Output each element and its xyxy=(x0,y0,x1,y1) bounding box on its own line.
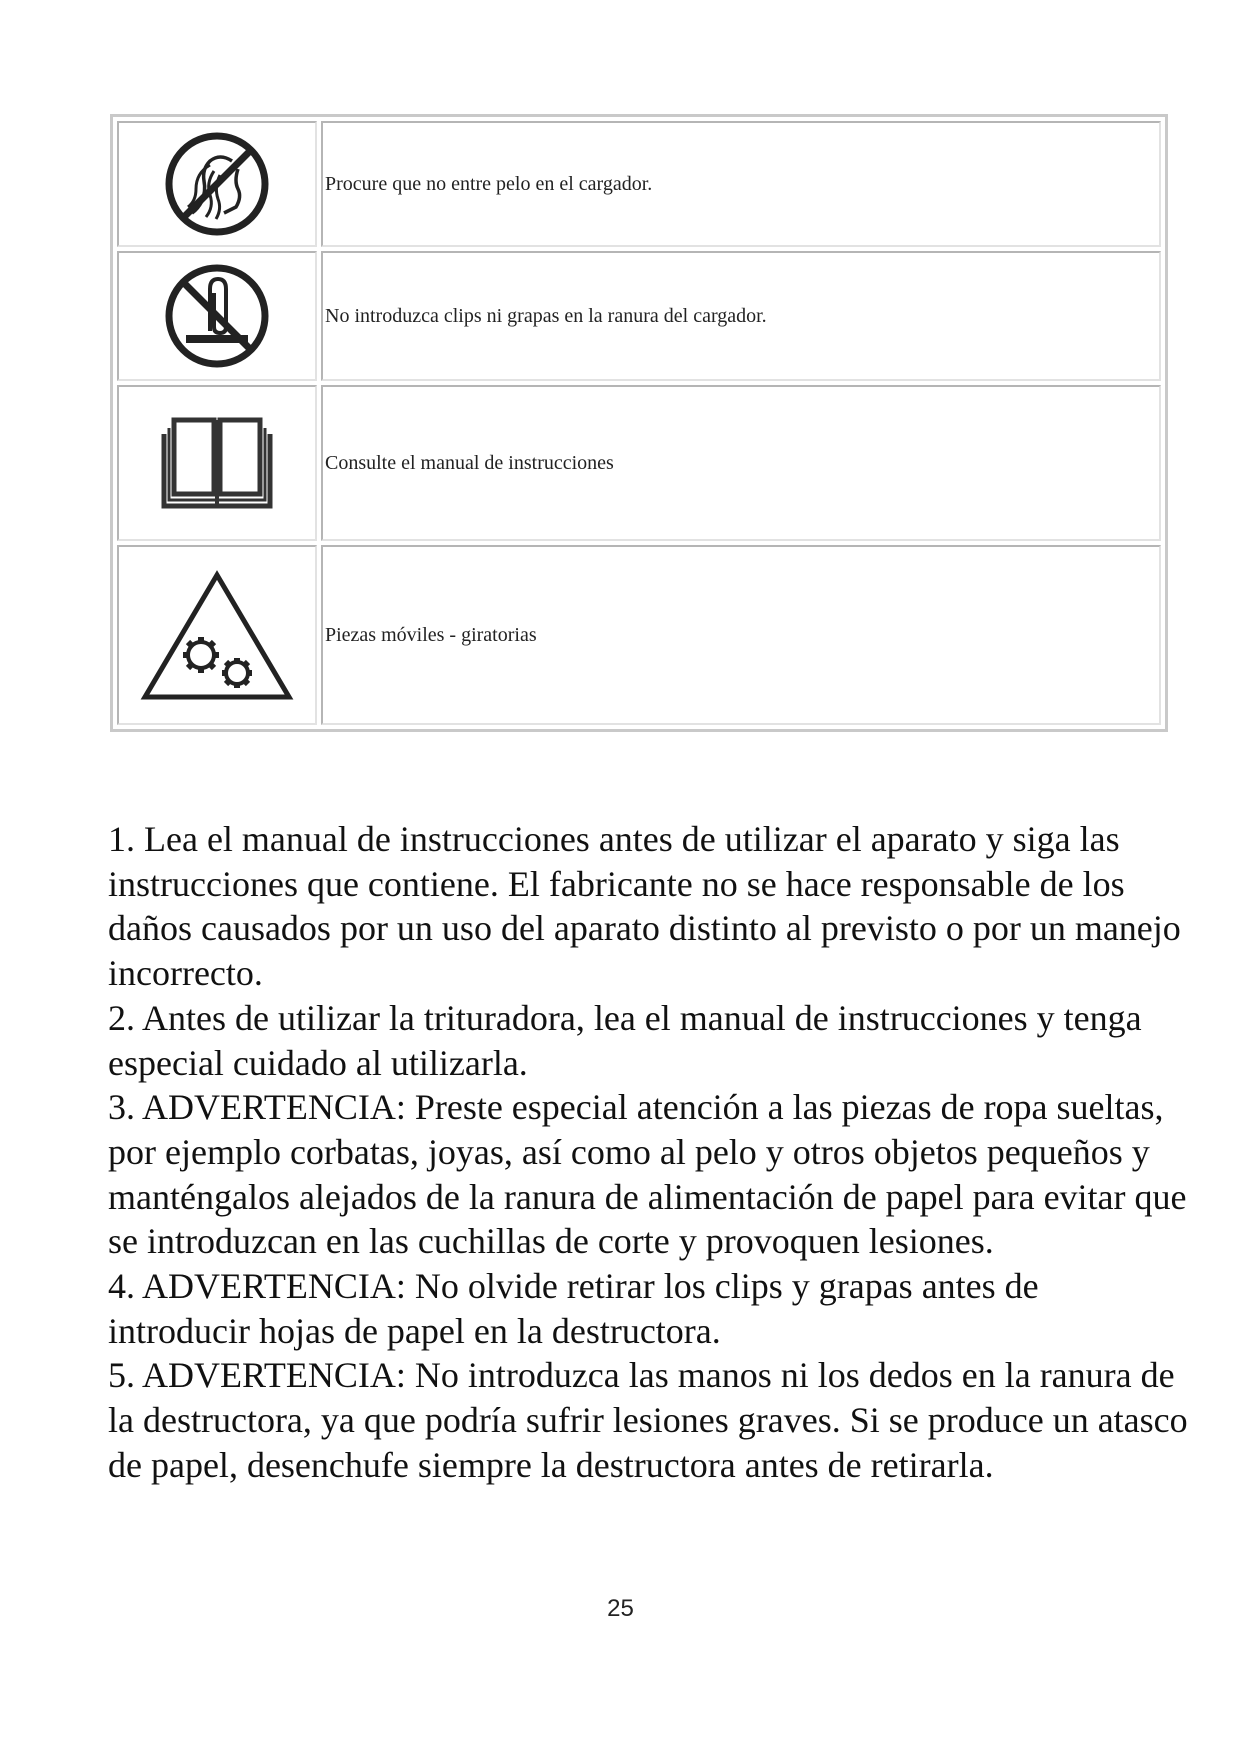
manual-book-icon xyxy=(119,408,315,518)
table-row xyxy=(117,385,1161,541)
icon-cell xyxy=(117,385,317,541)
instruction-item: 2. Antes de utilizar la trituradora, lea el manual de instrucciones y tenga especial cuidado al utilizarla. xyxy=(108,997,1142,1083)
table-row xyxy=(117,121,1161,247)
icon-cell xyxy=(117,545,317,725)
symbol-description: No introduzca clips ni grapas en la ranura del cargador. xyxy=(321,251,1161,381)
moving-parts-warning-icon xyxy=(119,565,315,705)
instruction-item: 5. ADVERTENCIA: No introduzca las manos ni los dedos en la ranura de la destructora, ya que podría sufrir lesiones graves. Si se produce un atasco de papel, desenchufe siempre la destructora antes de retirarla. xyxy=(108,1355,1188,1485)
instruction-item: 4. ADVERTENCIA: No olvide retirar los clips y grapas antes de introducir hojas de papel en la destructora. xyxy=(108,1266,1039,1351)
symbol-description: Procure que no entre pelo en el cargador. xyxy=(321,121,1161,247)
instruction-item: 1. Lea el manual de instrucciones antes de utilizar el aparato y siga las instrucciones que contiene. El fabricante no se hace responsable de los daños causados por un uso del aparato distinto al previsto o por un manejo incorrecto. xyxy=(108,819,1181,994)
table-row xyxy=(117,545,1161,725)
symbol-description: Consulte el manual de instrucciones xyxy=(321,385,1161,541)
icon-cell xyxy=(117,251,317,381)
safety-instructions xyxy=(108,817,1188,1488)
icon-cell xyxy=(117,121,317,247)
table-row xyxy=(117,251,1161,381)
no-hair-icon xyxy=(119,129,315,239)
safety-symbols-table xyxy=(110,114,1168,732)
no-clips-icon xyxy=(119,261,315,371)
symbol-description: Piezas móviles - giratorias xyxy=(321,545,1161,725)
instruction-item: 3. ADVERTENCIA: Preste especial atención a las piezas de ropa sueltas, por ejemplo corbatas, joyas, así como al pelo y otros objetos pequeños y manténgalos alejados de la ranura de alimentación de papel para evitar que se introduzcan en las cuchillas de corte y provoquen lesiones. xyxy=(108,1087,1187,1262)
page-number: 25 xyxy=(607,1595,634,1622)
